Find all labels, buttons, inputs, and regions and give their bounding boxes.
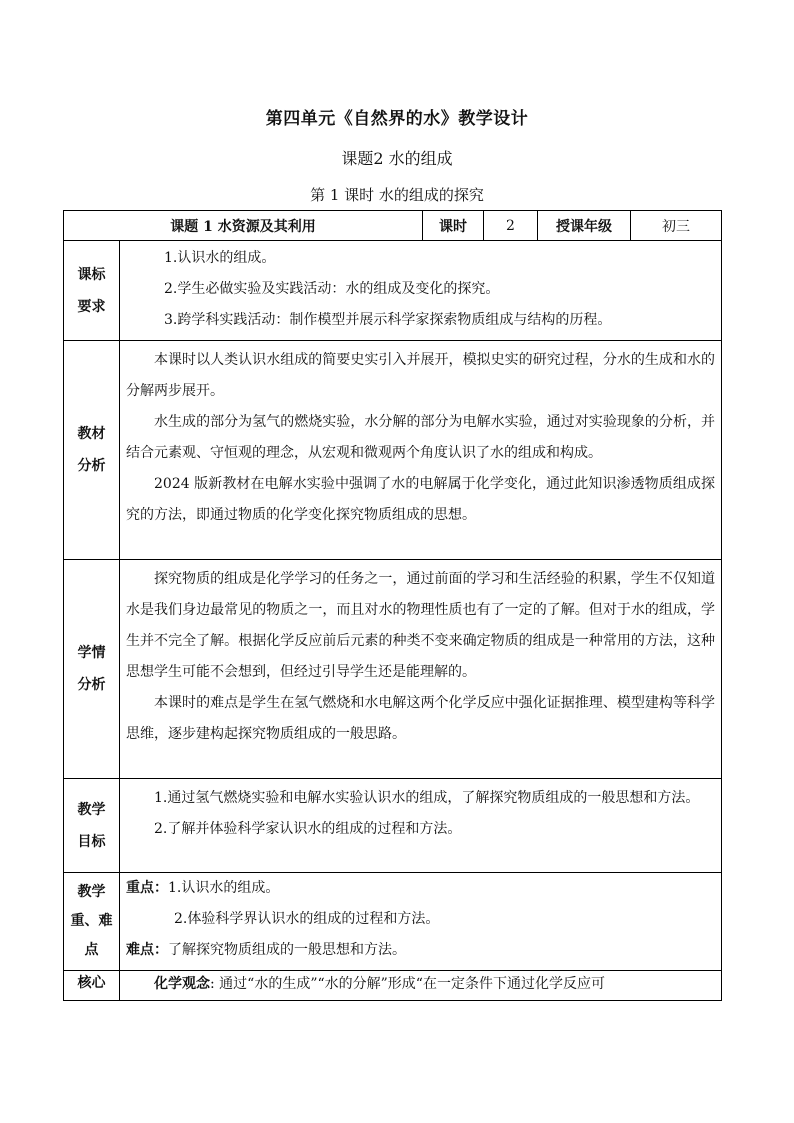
core-concept-text: : 通过“水的生成”“水的分解”形成“在一定条件下通过化学反应可: [210, 976, 605, 992]
standard-item: 1.认识水的组成。: [164, 250, 276, 266]
textbook-paragraph: 水生成的部分为氢气的燃烧实验，水分解的部分为电解水实验，通过对实验现象的分析，并结合元素观、守恒观的理念，从宏观和微观两个角度认识了水的组成和构成。: [126, 414, 715, 461]
textbook-content: [120, 341, 722, 560]
header-row: [64, 211, 722, 241]
core-content: [120, 971, 722, 1001]
students-paragraph: 本课时的难点是学生在氢气燃烧和水电解这两个化学反应中强化证据推理、模型建构等科学思维，逐步建构起探究物质组成的一般思路。: [126, 695, 715, 742]
keypoints-row: [64, 873, 722, 971]
hours-value: 2: [484, 211, 538, 241]
key-item: 2.体验科学界认识水的组成的过程和方法。: [174, 911, 440, 927]
goals-paragraph: 2.了解并体验科学家认识水的组成的过程和方法。: [154, 821, 462, 837]
difficulty-text: 了解探究物质组成的一般思想和方法。: [168, 942, 406, 958]
goals-row: [64, 779, 722, 873]
textbook-row: [64, 341, 722, 560]
standards-row: [64, 241, 722, 341]
goals-content: [120, 779, 722, 873]
standards-label: 课标 要求: [64, 241, 120, 341]
keypoints-label: 教学 重、难 点: [64, 873, 120, 971]
goals-label: 教学 目标: [64, 779, 120, 873]
students-label: 学情 分析: [64, 560, 120, 779]
standard-item: 2.学生必做实验及实践活动：水的组成及变化的探究。: [164, 281, 500, 297]
keypoints-content: [120, 873, 722, 971]
key-label: 重点：: [126, 880, 168, 896]
standard-item: 3.跨学科实践活动：制作模型并展示科学家探索物质组成与结构的历程。: [164, 312, 612, 328]
textbook-paragraph: 2024 版新教材在电解水实验中强调了水的电解属于化学变化，通过此知识渗透物质组成探究的方法，即通过物质的化学变化探究物质组成的思想。: [126, 476, 715, 523]
period-title: 第 1 课时 水的组成的探究: [310, 186, 484, 204]
hours-label: 课时: [423, 211, 484, 241]
difficulty-label: 难点：: [126, 942, 168, 958]
topic-cell: 课题 1 水资源及其利用: [64, 211, 423, 241]
students-row: [64, 560, 722, 779]
students-content: [120, 560, 722, 779]
core-label: 核心: [64, 971, 120, 1001]
key-point-line: [126, 873, 715, 904]
textbook-paragraph: 本课时以人类认识水组成的简要史实引入并展开，模拟史实的研究过程，分水的生成和水的分解两步展开。: [126, 352, 715, 399]
students-paragraph: 探究物质的组成是化学学习的任务之一，通过前面的学习和生活经验的积累，学生不仅知道水是我们身边最常见的物质之一，而且对水的物理性质也有了一定的了解。但对于水的组成，学生并不完全了解。根据化学反应前后元素的种类不变来确定物质的组成是一种常用的方法，这种思想学生可能不会想到，但经过引导学生还是能理解的。: [126, 571, 715, 680]
difficulty-line: [126, 935, 715, 966]
grade-label: 授课年级: [538, 211, 631, 241]
core-concept-label: 化学观念: [154, 976, 210, 992]
grade-value: 初三: [631, 211, 722, 241]
document-title: 第四单元《自然界的水》教学设计: [265, 109, 529, 129]
key-item: 1.认识水的组成。: [168, 880, 280, 896]
standards-content: [120, 241, 722, 341]
textbook-label: 教材 分析: [64, 341, 120, 560]
lesson-plan-table: [63, 210, 722, 1001]
lesson-title: 课题2 水的组成: [341, 149, 453, 168]
core-line: [126, 971, 715, 997]
goals-paragraph: 1.通过氢气燃烧实验和电解水实验认识水的组成，了解探究物质组成的一般思想和方法。: [154, 790, 700, 806]
core-row: [64, 971, 722, 1001]
